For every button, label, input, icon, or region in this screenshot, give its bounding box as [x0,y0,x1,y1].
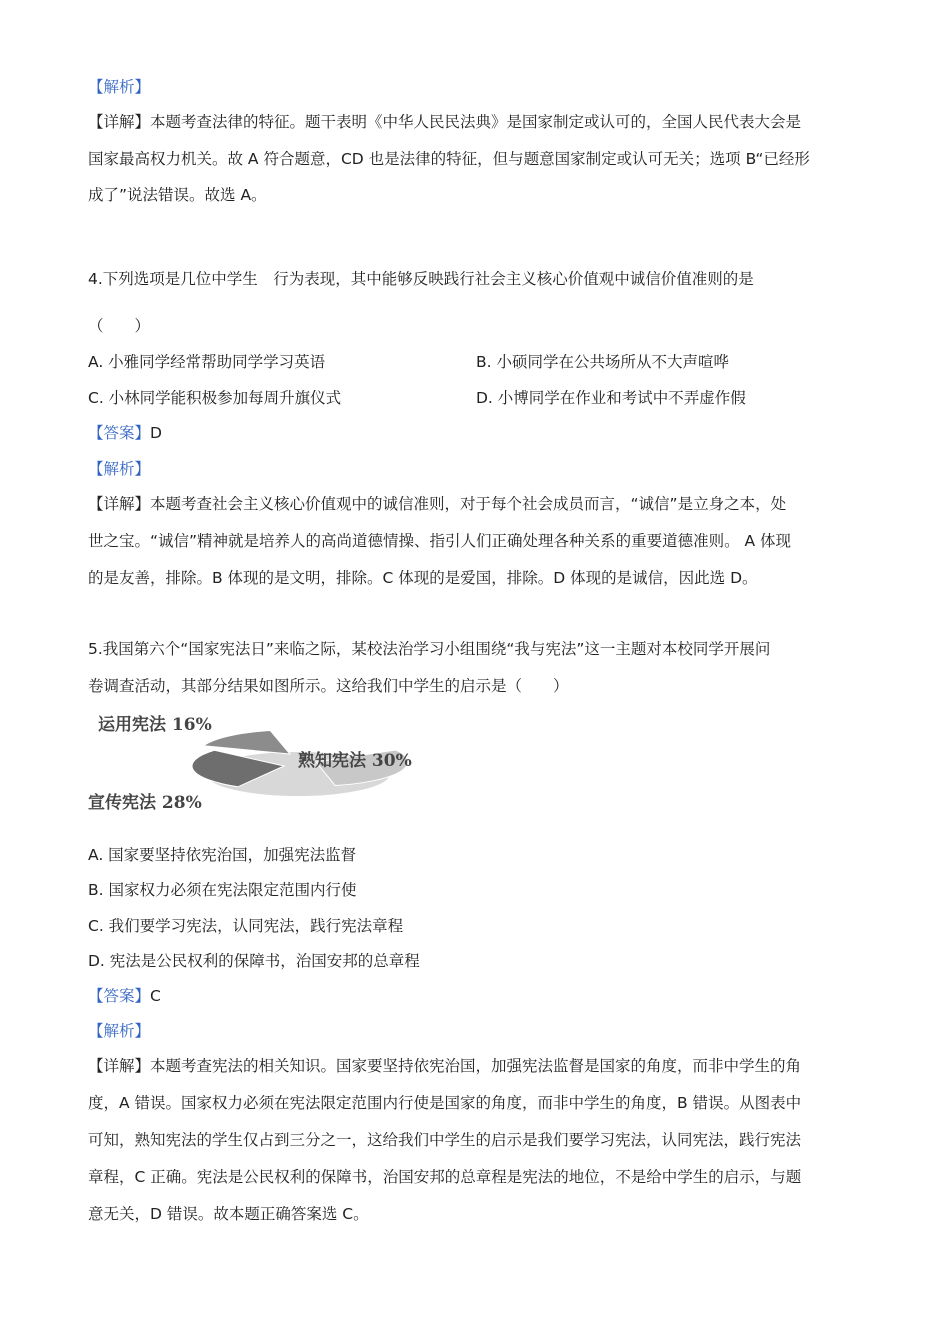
label-use: 运用宪法 16% [98,715,212,735]
q5-answer [88,986,161,1006]
q3-detail-line-3: 成了”说法错误。故选 A。 [88,186,267,204]
q4-stem-line-1: 4.下列选项是几位中学生 行为表现，其中能够反映践行社会主义核心价值观中诚信价值准则的是 [88,270,754,288]
q5-detail-line-3: 可知，熟知宪法的学生仅占到三分之一，这给我们中学生的启示是我们要学习宪法，认同宪法，践行宪法 [88,1131,802,1149]
q4-analysis-tag: 【解析】 [88,460,151,478]
q5-detail-line-2: 度，A 错误。国家权力必须在宪法限定范围内行使是国家的角度，而非中学生的角度，B 错误。从图表中 [88,1094,802,1112]
q5-detail-line-1: 【详解】本题考查宪法的相关知识。国家要坚持依宪治国，加强宪法监督是国家的角度，而非中学生的角 [88,1057,802,1075]
q3-detail-line-1: 【详解】本题考查法律的特征。题干表明《中华人民民法典》是国家制定或认可的，全国人民代表大会是 [88,113,802,131]
q5-analysis-tag: 【解析】 [88,1022,151,1040]
q4-option-b: B. 小硕同学在公共场所从不大声喧哗 [476,353,729,371]
q4-detail-line-3: 的是友善，排除。B 体现的是文明，排除。C 体现的是爱国，排除。D 体现的是诚信，因此选 D。 [88,569,758,587]
q5-option-c: C. 我们要学习宪法，认同宪法，践行宪法章程 [88,917,404,935]
q4-detail-line-2: 世之宝。“诚信”精神就是培养人的高尚道德情操、指引人们正确处理各种关系的重要道德准则。 A 体现 [88,532,792,550]
label-promote: 宣传宪法 28% [88,793,202,813]
q5-detail-line-4: 章程，C 正确。宪法是公民权利的保障书，治国安邦的总章程是宪法的地位，不是给中学生的启示，与题 [88,1168,802,1186]
q4-answer [88,423,162,443]
pie-chart [88,708,448,818]
q3-detail-line-2: 国家最高权力机关。故 A 符合题意，CD 也是法律的特征，但与题意国家制定或认可无关；选项 B“已经形 [88,150,810,168]
q5-stem-line-1: 5.我国第六个“国家宪法日”来临之际，某校法治学习小组围绕“我与宪法”这一主题对本校同学开展问 [88,640,771,658]
label-know: 熟知宪法 30% [298,751,412,771]
q4-answer-tag: 【答案】 [88,424,151,442]
q4-detail-line-1: 【详解】本题考查社会主义核心价值观中的诚信准则，对于每个社会成员而言，“诚信”是立身之本，处 [88,495,787,513]
q5-answer-value: C [150,987,161,1005]
q5-answer-tag: 【答案】 [88,987,151,1005]
q4-option-d: D. 小博同学在作业和考试中不弄虚作假 [476,389,746,407]
q5-detail-line-5: 意无关，D 错误。故本题正确答案选 C。 [88,1205,369,1223]
q4-option-c: C. 小林同学能积极参加每周升旗仪式 [88,389,342,407]
q5-detail-tag: 【详解】 [88,1057,151,1075]
q4-answer-value: D [150,424,162,442]
q4-stem-line-2: （ ） [88,317,151,335]
q3-detail-tag: 【详解】 [88,113,151,131]
q5-option-b: B. 国家权力必须在宪法限定范围内行使 [88,881,357,899]
pie-chart-svg [88,708,448,818]
q4-option-a: A. 小雅同学经常帮助同学学习英语 [88,353,326,371]
q5-option-d: D. 宪法是公民权利的保障书，治国安邦的总章程 [88,952,420,970]
q3-analysis-tag: 【解析】 [88,78,151,96]
q5-stem-line-2: 卷调查活动，其部分结果如图所示。这给我们中学生的启示是（ ） [88,677,569,695]
q5-option-a: A. 国家要坚持依宪治国，加强宪法监督 [88,846,357,864]
q4-detail-tag: 【详解】 [88,495,151,513]
